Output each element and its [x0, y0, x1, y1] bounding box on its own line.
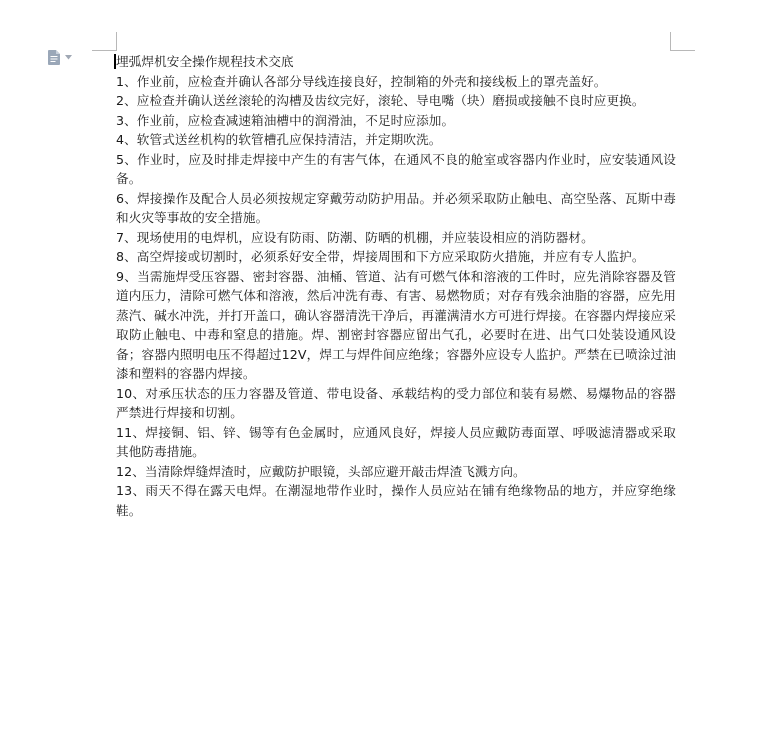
text-cursor [114, 54, 116, 69]
paragraph-4: 4、软管式送丝机构的软管槽孔应保持清洁，并定期吹洗。 [116, 132, 442, 147]
paragraph-options-button[interactable] [48, 50, 72, 65]
paragraph-11: 11、焊接铜、铝、锌、锡等有色金属时，应通风良好，焊接人员应戴防毒面罩、呼吸滤清器或采取其他防毒措施。 [116, 424, 676, 459]
crop-mark-top-left [92, 32, 117, 51]
document-icon [48, 50, 60, 65]
crop-mark-top-right [670, 32, 695, 51]
chevron-down-icon [65, 55, 72, 60]
paragraph-13: 13、雨天不得在露天电焊。在潮湿地带作业时，操作人员应站在铺有绝缘物品的地方，并应穿绝缘鞋。 [116, 483, 676, 518]
paragraph-5: 5、作业时，应及时排走焊接中产生的有害气体，在通风不良的舱室或容器内作业时，应安装通风设备。 [116, 151, 676, 186]
paragraph-6: 6、焊接操作及配合人员必须按规定穿戴劳动防护用品。并必须采取防止触电、高空坠落、瓦斯中毒和火灾等事故的安全措施。 [116, 190, 676, 225]
paragraph-7: 7、现场使用的电焊机，应设有防雨、防潮、防晒的机棚，并应装设相应的消防器材。 [116, 229, 594, 245]
paragraph-12: 12、当清除焊缝焊渣时，应戴防护眼镜，头部应避开敲击焊渣飞溅方向。 [116, 463, 526, 479]
paragraph-10: 10、对承压状态的压力容器及管道、带电设备、承载结构的受力部位和装有易燃、易爆物品的容器严禁进行焊接和切割。 [116, 385, 676, 420]
document-title [116, 52, 676, 72]
paragraph-2: 2、应检查并确认送丝滚轮的沟槽及齿纹完好，滚轮、导电嘴（块）磨损或接触不良时应更换。 [116, 93, 645, 108]
paragraph-8: 8、高空焊接或切割时，必须系好安全带，焊接周围和下方应采取防火措施，并应有专人监护。 [116, 249, 645, 264]
document-body[interactable] [116, 52, 676, 520]
paragraph-3: 3、作业前，应检查减速箱油槽中的润滑油，不足时应添加。 [116, 112, 455, 128]
document-title-text: 埋弧焊机安全操作规程技术交底 [116, 54, 294, 69]
paragraph-9: 9、当需施焊受压容器、密封容器、油桶、管道、沾有可燃气体和溶液的工件时，应先消除容器及管道内压力，清除可燃气体和溶液，然后冲洗有毒、有害、易燃物质；对存有残余油脂的容器，应先用蒸汽、碱水冲洗，并打开盖口，确认容器清洗干净后，再灌满清水方可进行焊接。在容器内焊接应采取防止触电、中毒和窒息的措施。焊、割密封容器应留出气孔，必要时在进、出气口处装设通风设备；容器内照明电压不得超过12V，焊工与焊件间应绝缘；容器外应设专人监护。严禁在已喷涂过油漆和塑料的容器内焊接。 [116, 268, 676, 381]
paragraph-1: 1、作业前，应检查并确认各部分导线连接良好，控制箱的外壳和接线板上的罩壳盖好。 [116, 73, 607, 89]
